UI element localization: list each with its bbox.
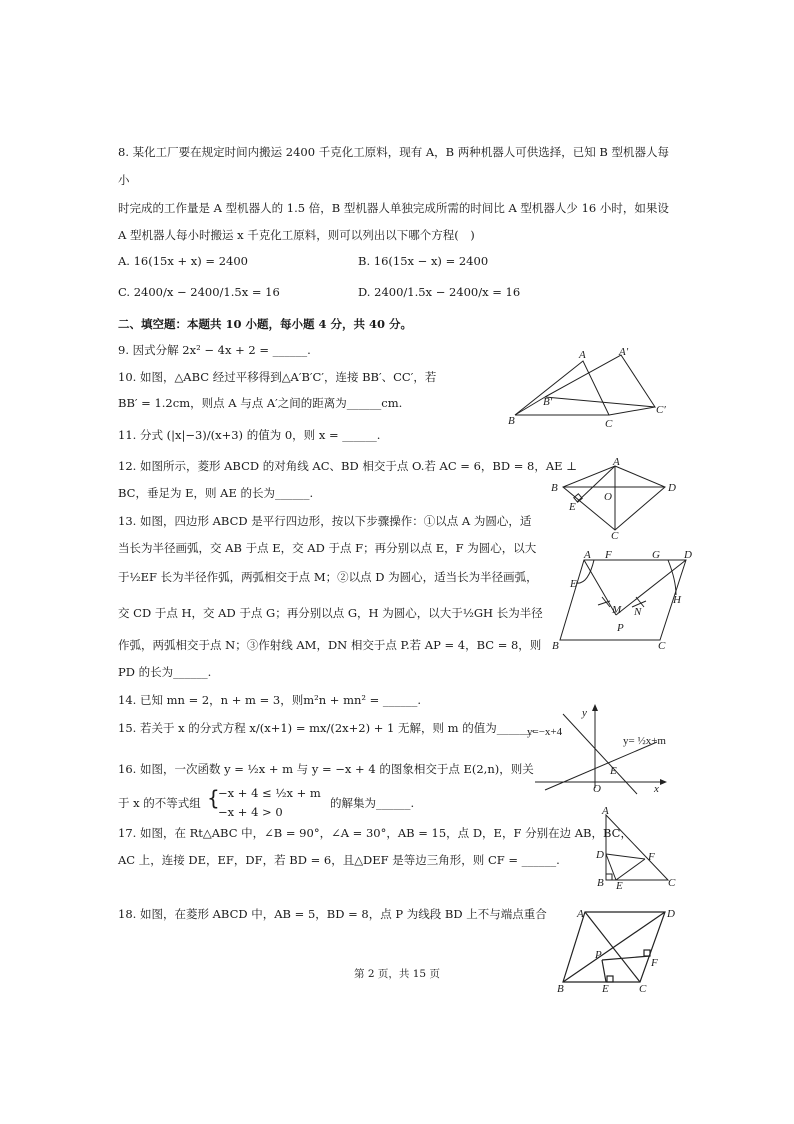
fig13-label-n: N <box>634 606 642 618</box>
fig16-label-e: E <box>610 765 617 777</box>
fig18-label-d: D <box>667 908 675 920</box>
fig17-label-c: C <box>668 877 676 889</box>
q17-line2: AC 上，连接 DE，EF，DF，若 BD = 6，且△DEF 是等边三角形，则 CF = ______. <box>118 853 560 867</box>
q16-inequality-1: −x + 4 ≤ ½x + m <box>218 786 321 800</box>
fig13-label-f: F <box>605 549 612 561</box>
fig18-label-f: F <box>651 957 658 969</box>
q8-option-a: A. 16(15x + x) = 2400 <box>118 254 248 268</box>
q12-line1: 12. 如图所示，菱形 ABCD 的对角线 AC、BD 相交于点 O.若 AC = 6，BD = 8，AE ⊥ <box>118 459 578 473</box>
q16-line2-end: 的解集为______. <box>330 796 415 810</box>
section-heading: 二、填空题：本题共 10 小题，每小题 4 分，共 40 分。 <box>118 317 413 331</box>
fig13-label-p: P <box>617 622 624 634</box>
q18-figure <box>555 904 685 996</box>
fig13-label-c: C <box>658 640 666 652</box>
fig10-label-b2: B′ <box>543 396 553 408</box>
fig13-label-h: H <box>673 594 681 606</box>
q13-line5: 作弧，两弧相交于点 N；③作射线 AM，DN 相交于点 P.若 AP = 4，BC = 8，则 <box>118 638 542 652</box>
q9-text: 9. 因式分解 2x² − 4x + 2 = ______. <box>118 343 311 357</box>
q12-line2: BC，垂足为 E，则 AE 的长为______. <box>118 486 314 500</box>
page-footer: 第 2 页，共 15 页 <box>354 968 440 980</box>
fig12-label-a: A <box>613 458 620 468</box>
q14-text: 14. 已知 mn = 2，n + m = 3，则m²n + mn² = ______. <box>118 693 422 707</box>
q10-line2: BB′ = 1.2cm，则点 A 与点 A′之间的距离为______cm. <box>118 396 403 410</box>
q8-option-c: C. 2400/x − 2400/1.5x = 16 <box>118 285 280 299</box>
q11-text: 11. 分式 (|x|−3)/(x+3) 的值为 0，则 x = ______. <box>118 428 381 442</box>
fig10-label-c2: C′ <box>656 404 666 416</box>
fig12-label-c: C <box>611 530 619 540</box>
q13-figure <box>548 545 693 653</box>
q13-line2: 当长为半径画弧，交 AB 于点 E，交 AD 于点 F；再分别以点 E，F 为圆心，以大 <box>118 541 537 555</box>
fig17-label-a: A <box>602 805 609 817</box>
fig12-label-e: E <box>569 501 576 513</box>
fig10-label-c: C <box>605 418 613 430</box>
q13-line3: 于½EF 长为半径作弧，两弧相交于点 M；②以点 D 为圆心，适当长为半径画弧， <box>118 570 538 584</box>
fig10-label-b: B <box>508 415 515 427</box>
q17-line1: 17. 如图，在 Rt△ABC 中，∠B = 90°，∠A = 30°，AB = 15，点 D，E，F 分别在边 AB，BC， <box>118 826 632 840</box>
q8-line4: A 型机器人每小时搬运 x 千克化工原料，则可以列出以下哪个方程( ) <box>118 228 475 242</box>
fig10-label-a2: A′ <box>619 346 629 358</box>
q18-text: 18. 如图，在菱形 ABCD 中，AB = 5，BD = 8，点 P 为线段 BD 上不与端点重合 <box>118 907 547 921</box>
q13-line1: 13. 如图，四边形 ABCD 是平行四边形，按以下步骤操作：①以点 A 为圆心，适 <box>118 514 532 528</box>
fig12-label-d: D <box>668 482 676 494</box>
fig17-label-e: E <box>616 880 623 890</box>
fig18-label-p: P <box>595 949 602 961</box>
fig16-label-o: O <box>593 783 601 795</box>
fig16-label-line2: y= ½x+m <box>623 735 666 747</box>
fig13-label-g: G <box>652 549 660 561</box>
q13-line6: PD 的长为______. <box>118 665 212 679</box>
q13-line4: 交 CD 于点 H，交 AD 于点 G；再分别以点 G，H 为圆心，以大于½GH 长为半径 <box>118 606 543 620</box>
q8-option-b: B. 16(15x − x) = 2400 <box>358 254 489 268</box>
q16-figure <box>525 702 685 797</box>
fig17-label-b: B <box>597 877 604 889</box>
q8-line3: 时完成的工作量是 A 型机器人的 1.5 倍，B 型机器人单独完成所需的时间比 A 型机器人少 16 小时，如果设 <box>118 201 669 215</box>
q15-text: 15. 若关于 x 的分式方程 x/(x+1) = mx/(2x+2) + 1 无解，则 m 的值为______. <box>118 721 535 735</box>
q8-line2: 小 <box>118 173 130 187</box>
fig16-label-line1: y=−x+4 <box>527 726 563 738</box>
q16-line2: 于 x 的不等式组 <box>118 796 201 810</box>
fig12-label-o: O <box>604 491 612 503</box>
fig13-label-d: D <box>684 549 692 561</box>
fig18-label-a: A <box>577 908 584 920</box>
fig10-label-a: A <box>579 349 586 361</box>
q16-brace: { <box>207 786 220 810</box>
fig18-label-b: B <box>557 983 564 995</box>
fig12-label-b: B <box>551 482 558 494</box>
fig18-label-c: C <box>639 983 647 995</box>
fig16-label-y: y <box>582 707 587 719</box>
fig13-label-m: M <box>612 604 622 616</box>
q16-inequality-2: −x + 4 > 0 <box>218 805 283 819</box>
fig13-label-a: A <box>584 549 591 561</box>
fig13-label-b: B <box>552 640 559 652</box>
q17-figure <box>588 805 678 890</box>
q10-figure <box>505 345 670 430</box>
q8-option-d: D. 2400/1.5x − 2400/x = 16 <box>358 285 521 299</box>
fig16-label-x: x <box>654 783 659 795</box>
fig18-label-e: E <box>602 983 609 995</box>
q8-line1: 8. 某化工厂要在规定时间内搬运 2400 千克化工原料，现有 A，B 两种机器人可供选择，已知 B 型机器人每 <box>118 145 670 159</box>
fig17-label-f: F <box>648 851 655 863</box>
q12-figure <box>545 458 685 540</box>
q10-line1: 10. 如图，△ABC 经过平移得到△A′B′C′，连接 BB′、CC′，若 <box>118 370 437 384</box>
q16-line1: 16. 如图，一次函数 y = ½x + m 与 y = −x + 4 的图象相交于点 E(2,n)，则关 <box>118 762 534 776</box>
fig17-label-d: D <box>596 849 604 861</box>
fig13-label-e: E <box>570 578 577 590</box>
